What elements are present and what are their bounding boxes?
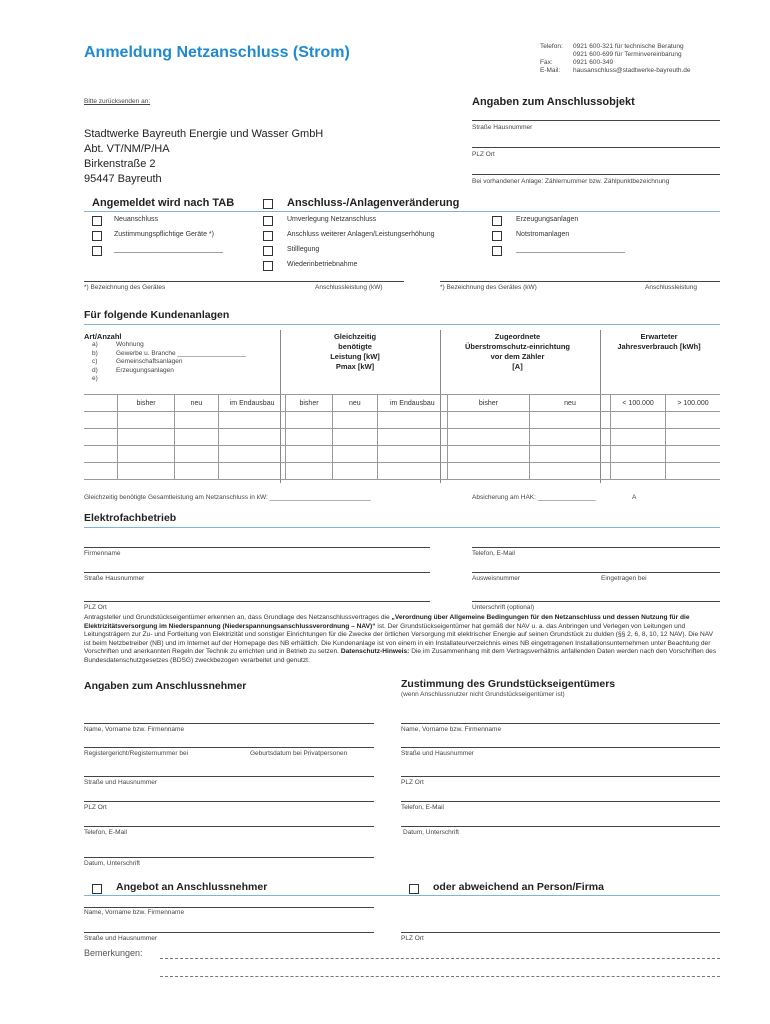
contact-value: 0921 600-321 für technische Beratung: [573, 43, 684, 50]
object-meter-line[interactable]: [472, 174, 720, 175]
contact-value: 0921 600-349: [573, 59, 614, 66]
table-row[interactable]: [84, 463, 720, 480]
change-extra-checkbox[interactable]: [492, 246, 502, 256]
table-subhead: < 100.000: [611, 395, 666, 412]
art-value: Erzeugungsanlagen: [116, 366, 174, 374]
art-key: c): [92, 358, 98, 366]
weitere-anlagen-label: Anschluss weiterer Anlagen/Leistungserhöhung: [287, 231, 435, 238]
change-heading: Anschluss-/Anlagenveränderung: [287, 197, 460, 209]
geraete-label: Zustimmungspflichtige Geräte *): [114, 231, 214, 238]
legal-part: ist. Der Grundstückseigentümer hat gemäß der NAV u. a. das Anbringen und Verlegen von Leitungen und Leitungsträgern zur Zu- und Fortleitung von Elektrizität und sonstiger Einrichtungen für die Zwecke der örtlichen Versorgung mit elektrischer Energie auf seinen Grundstück zu dulden (§§ 2, 6, 8, 10, 12 NAV). Die NAV ist beim Netzbetreiber (NB) und im Internet auf der Homepage des NB erhältlich. Die Kundenanlage ist von einem in ein Installateurverzeichnis eines NB eingetragenen Installationsunternehmen unter Beachtung der Vorschriften und anerkannten Regeln der Technik zu errichten und in Betrieb zu setzen.: [84, 622, 714, 656]
app-register-label: Registergericht/Registernummer bei: [84, 750, 189, 757]
erzeugung-label: Erzeugungsanlagen: [516, 216, 579, 223]
owner-plz-label: PLZ Ort: [401, 779, 424, 786]
device-left-power: Anschlussleistung (kW): [315, 284, 383, 291]
art-value: Gewerbe u. Branche ___________________: [116, 349, 247, 357]
el-street-label: Straße Hausnummer: [84, 575, 145, 582]
offer-other-checkbox[interactable]: [409, 884, 419, 894]
offer-plz-line[interactable]: [401, 932, 720, 933]
table-subhead: neu: [333, 395, 378, 412]
contact-value: 0921 600-699 für Terminvereinbarung: [573, 51, 682, 58]
notstrom-label: Notstromanlagen: [516, 231, 570, 238]
contact-label: Fax:: [540, 59, 553, 66]
divider: [84, 895, 720, 896]
legal-bold: Datenschutz-Hinweis:: [340, 648, 410, 656]
device-left-line[interactable]: [84, 281, 404, 282]
owner-plz-line[interactable]: [401, 776, 720, 777]
offer-name-line[interactable]: [84, 907, 374, 908]
owner-date-label: Datum, Unterschrift: [403, 829, 459, 836]
art-key: e): [92, 375, 98, 383]
app-birth-label: Geburtsdatum bei Privatpersonen: [250, 750, 348, 757]
offer-street-line[interactable]: [84, 932, 374, 933]
el-phone-label: Telefon, E-Mail: [472, 550, 515, 557]
address-line: 95447 Bayreuth: [84, 173, 162, 185]
app-register-line[interactable]: [84, 747, 374, 748]
el-signature-label: Unterschrift (optional): [472, 604, 535, 611]
col-heading-line: Überstromschutz-einrichtung: [464, 342, 570, 351]
table-subhead: bisher: [118, 395, 174, 412]
table-header-row: [84, 395, 720, 412]
offer-name-label: Name, Vorname bzw. Firmenname: [84, 909, 185, 916]
device-right-line[interactable]: [440, 281, 720, 282]
notstrom-checkbox[interactable]: [492, 231, 502, 241]
owner-street-label: Straße und Hausnummer: [401, 750, 474, 757]
contact-label: Telefon:: [540, 43, 563, 50]
customer-systems-heading: Für folgende Kundenanlagen: [84, 309, 230, 321]
col-heading-line: Zugeordnete: [494, 332, 541, 341]
app-phone-line[interactable]: [84, 826, 374, 827]
el-id-label: Ausweisnummer: [472, 575, 521, 582]
table-row[interactable]: [84, 412, 720, 429]
app-name-line[interactable]: [84, 723, 374, 724]
legal-text: [84, 614, 720, 666]
art-value: Gemeinschaftsanlagen: [116, 358, 183, 366]
geraete-checkbox[interactable]: [92, 231, 102, 241]
el-phone-line[interactable]: [472, 547, 720, 548]
art-heading: Art/Anzahl: [84, 332, 122, 341]
neuanschluss-label: Neuanschluss: [114, 216, 158, 223]
table-row[interactable]: [84, 446, 720, 463]
remarks-label: Bemerkungen:: [84, 948, 143, 958]
change-checkbox[interactable]: [263, 199, 273, 209]
el-plz-line[interactable]: [84, 601, 430, 602]
remarks-line[interactable]: [160, 976, 720, 977]
table-subhead: > 100.000: [666, 395, 720, 412]
address-line: Stadtwerke Bayreuth Energie und Wasser GmbH: [84, 128, 324, 140]
device-left-label: *) Bezeichnung des Gerätes: [84, 284, 166, 291]
col-heading-line: Jahresverbrauch [kWh]: [617, 342, 701, 351]
col-heading-line: vor dem Zähler: [490, 352, 545, 361]
owner-name-label: Name, Vorname bzw. Firmenname: [401, 726, 502, 733]
contact-value: hausanschluss@stadtwerke-bayreuth.de: [573, 67, 691, 74]
table-subhead: bisher: [286, 395, 333, 412]
offer-left-heading: Angebot an Anschlussnehmer: [116, 881, 268, 893]
object-plz-line[interactable]: [472, 147, 720, 148]
col-heading-line: Pmax [kW]: [335, 362, 375, 371]
owner-phone-label: Telefon, E-Mail: [401, 804, 444, 811]
fuse-unit: A: [632, 494, 637, 501]
app-plz-line[interactable]: [84, 801, 374, 802]
address-line: Abt. VT/NM/P/HA: [84, 143, 170, 155]
legal-part: Antragsteller und Grundstückseigentümer erkennen an, dass Grundlage des Netzanschlussvertrages die: [84, 614, 390, 621]
owner-street-line[interactable]: [401, 747, 720, 748]
customer-systems-table: [84, 394, 720, 480]
table-cell: [84, 395, 118, 412]
app-phone-label: Telefon, E-Mail: [84, 829, 127, 836]
col-heading-line: [A]: [512, 362, 523, 371]
table-subhead: bisher: [448, 395, 530, 412]
return-to-label: Bitte zurücksenden an:: [84, 98, 151, 105]
remarks-line[interactable]: [160, 958, 720, 959]
legal-part: Die im Zusammenhang mit dem Vertragsverhältnis anfallenden Daten werden nach den Vorschriften des Bundesdatenschutzgesetzes (BDSG) zweckbezogen verarbeitet und genutzt.: [84, 648, 717, 664]
el-registered-label: Eingetragen bei: [601, 575, 647, 582]
object-street-label: Straße Hausnummer: [472, 124, 533, 131]
owner-phone-line[interactable]: [401, 801, 720, 802]
weitere-anlagen-checkbox[interactable]: [263, 231, 273, 241]
contact-label: [540, 51, 573, 59]
object-street-line[interactable]: [472, 120, 720, 121]
divider: [84, 324, 720, 325]
legal-bold: „Verordnung über Allgemeine Bedingungen für den Netzanschluss und dessen Nutzung für die Elektrizitätsversorgung im Niederspannung (Niederspannungsanschlussverordnung – NAV)“: [84, 614, 690, 630]
offer-applicant-checkbox[interactable]: [92, 884, 102, 894]
col-heading-line: benötigte: [338, 342, 372, 351]
col-consumption-heading: [600, 332, 718, 352]
offer-street-label: Straße und Hausnummer: [84, 935, 157, 942]
art-key: b): [92, 349, 98, 357]
contact-block: [540, 43, 691, 75]
stilllegung-label: Stilllegung: [287, 246, 320, 253]
offer-right-heading: oder abweichend an Person/Firma: [433, 881, 604, 893]
owner-date-line[interactable]: [401, 826, 720, 827]
device-right-label: *) Bezeichnung des Gerätes (kW): [440, 284, 537, 291]
table-subhead: im Endausbau: [377, 395, 447, 412]
owner-sub: (wenn Anschlussnutzer nicht Grundstückseigentümer ist): [401, 691, 565, 698]
erzeugung-checkbox[interactable]: [492, 216, 502, 226]
stilllegung-checkbox[interactable]: [263, 246, 273, 256]
fuse-field[interactable]: Absicherung am HAK: ________________: [472, 494, 596, 501]
art-key: a): [92, 341, 98, 348]
applicant-heading: Angaben zum Anschlussnehmer: [84, 680, 247, 692]
wiederinbetriebnahme-label: Wiederinbetriebnahme: [287, 261, 358, 268]
tab-blank-line[interactable]: ____________________________: [114, 246, 224, 253]
art-key: d): [92, 366, 98, 374]
umverlegung-label: Umverlegung Netzanschluss: [287, 216, 377, 223]
app-plz-label: PLZ Ort: [84, 804, 107, 811]
art-value: Wohnung: [116, 341, 144, 348]
el-street-line[interactable]: [84, 572, 430, 573]
app-date-line[interactable]: [84, 857, 374, 858]
owner-heading: Zustimmung des Grundstückseigentümers: [401, 678, 616, 690]
object-plz-label: PLZ Ort: [472, 151, 495, 158]
table-row[interactable]: [84, 429, 720, 446]
firm-line[interactable]: [84, 547, 430, 548]
art-list: [92, 341, 246, 384]
app-street-line[interactable]: [84, 776, 374, 777]
electrician-heading: Elektrofachbetrieb: [84, 512, 177, 524]
total-power-field[interactable]: Gleichzeitig benötigte Gesamtleistung am Netzanschluss in kW: ____________________________: [84, 494, 371, 501]
firm-label: Firmenname: [84, 550, 121, 557]
el-plz-label: PLZ Ort: [84, 604, 107, 611]
return-address: [84, 127, 323, 187]
table-subhead: neu: [174, 395, 219, 412]
contact-label: E-Mail:: [540, 67, 561, 74]
table-subhead: neu: [529, 395, 610, 412]
app-date-label: Datum, Unterschrift: [84, 860, 140, 867]
el-id-line[interactable]: [472, 572, 720, 573]
change-blank-line[interactable]: ____________________________: [516, 246, 626, 253]
app-street-label: Straße und Hausnummer: [84, 779, 157, 786]
col-fuse-heading: [450, 332, 585, 372]
col-heading-line: Leistung [kW]: [330, 352, 380, 361]
wiederinbetriebnahme-checkbox[interactable]: [263, 261, 273, 271]
tab-extra-checkbox[interactable]: [92, 246, 102, 256]
table-subhead: im Endausbau: [219, 395, 286, 412]
page-title: Anmeldung Netzanschluss (Strom): [84, 44, 350, 61]
col-power-heading: [300, 332, 410, 372]
divider: [84, 211, 720, 212]
umverlegung-checkbox[interactable]: [263, 216, 273, 226]
neuanschluss-checkbox[interactable]: [92, 216, 102, 226]
divider: [84, 527, 720, 528]
tab-heading: Angemeldet wird nach TAB: [92, 197, 235, 209]
el-signature-line[interactable]: [472, 601, 720, 602]
device-right-power: Anschlussleistung: [645, 284, 698, 291]
object-meter-label: Bei vorhandener Anlage: Zählernummer bzw. Zählpunktbezeichnung: [472, 178, 670, 185]
col-heading-line: Gleichzeitig: [333, 332, 377, 341]
offer-plz-label: PLZ Ort: [401, 935, 424, 942]
col-heading-line: Erwarteter: [640, 332, 678, 341]
app-name-label: Name, Vorname bzw. Firmenname: [84, 726, 185, 733]
owner-name-line[interactable]: [401, 723, 720, 724]
object-heading: Angaben zum Anschlussobjekt: [472, 96, 635, 108]
address-line: Birkenstraße 2: [84, 158, 156, 170]
